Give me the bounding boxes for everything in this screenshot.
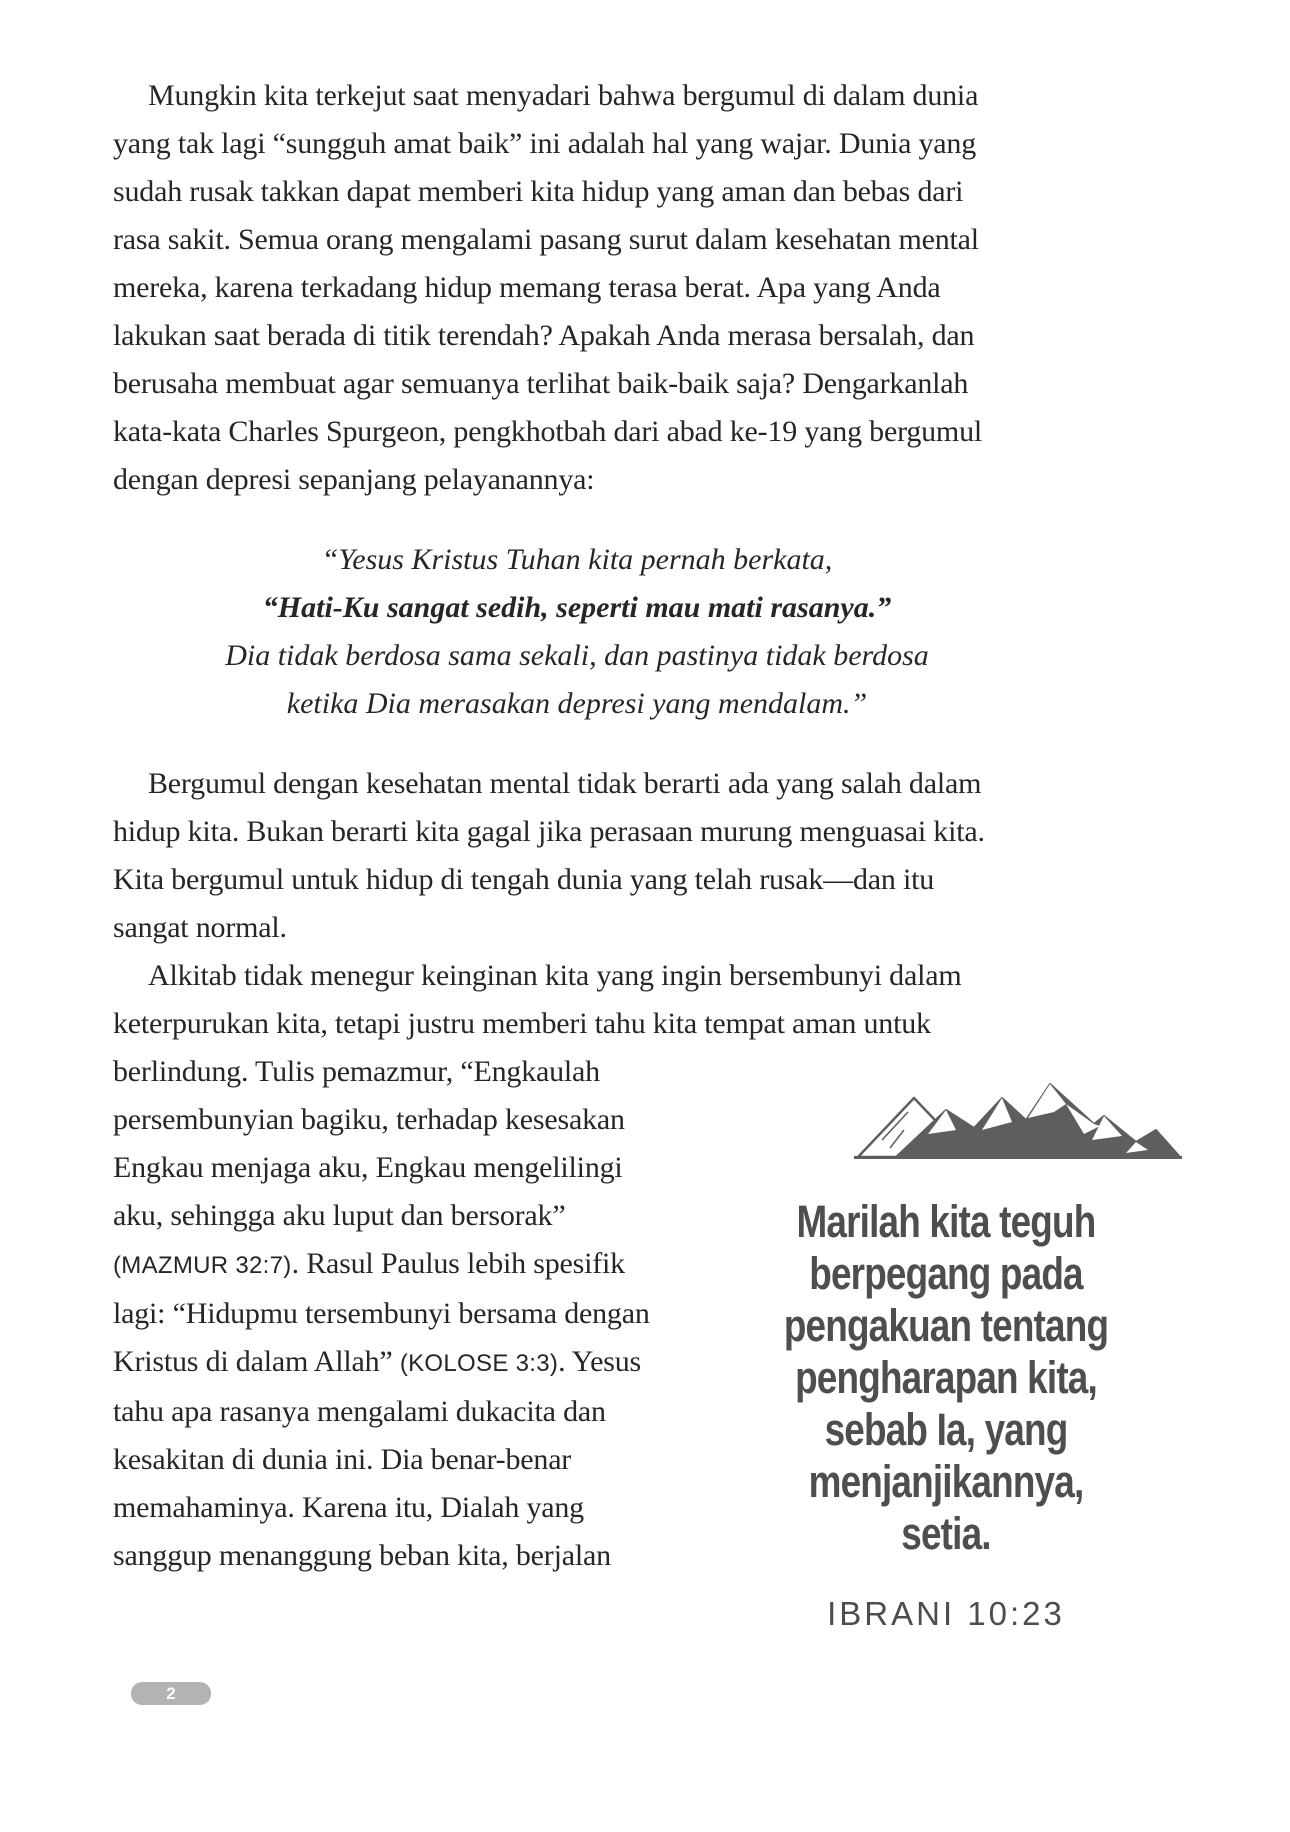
page-content xyxy=(113,72,1109,1705)
scripture-ref-mazmur: (MAZMUR 32:7) xyxy=(113,1252,292,1279)
paragraph-1: Mungkin kita terkejut saat menyadari bahwa bergumul di dalam dunia yang tak lagi “sungguh amat baik” ini adalah hal yang wajar. Dunia yang sudah rusak takkan dapat memberi kita hidup yang aman dan bebas dari rasa sakit. Semua orang mengalami pasang surut dalam kesehatan mental mereka, karena terkadang hidup memang terasa berat. Apa yang Anda lakukan saat berada di titik terendah? Apakah Anda merasa bersalah, dan berusaha membuat agar semuanya terlihat baik-baik saja? Dengarkanlah kata-kata Charles Spurgeon, pengkhotbah dari abad ke-19 yang bergumul dengan depresi sepanjang pelayanannya: xyxy=(113,79,983,496)
pullquote-line-7: setia. xyxy=(901,1508,991,1559)
verse-pullquote xyxy=(700,1052,1192,1638)
paragraph-3-text-c: . Rasul Paulus lebih spesifik lagi: “Hidupmu tersembunyi bersama dengan Kristus di dalam Allah” xyxy=(113,1247,650,1378)
quote-line-1: “Yesus Kristus Tuhan kita pernah berkata, xyxy=(321,543,833,576)
spurgeon-quote xyxy=(155,536,999,728)
scripture-ref-kolose: (KOLOSE 3:3) xyxy=(399,1350,559,1377)
page-footer xyxy=(113,1638,999,1705)
paragraph-3-text-d: . Yesus tahu apa rasanya mengalami dukacita dan kesakitan di dunia ini. Dia benar-benar memahaminya. Karena itu, Dialah yang sanggup menanggung beban kita, berjalan xyxy=(113,1345,641,1572)
paragraph-3 xyxy=(113,952,1109,1632)
mountains-icon xyxy=(850,1078,1186,1162)
pullquote-line-1: Marilah kita teguh xyxy=(796,1196,1096,1247)
pullquote-line-5: sebab Ia, yang xyxy=(824,1404,1068,1455)
paragraph-3-text-a: Alkitab tidak menegur keinginan kita yang ingin bersembunyi dalam keterpurukan kita, tetapi justru memberi tahu kita tempat xyxy=(113,959,962,1040)
pullquote-line-4: pengharapan kita, xyxy=(795,1352,1097,1403)
verse-reference: IBRANI 10:23 xyxy=(827,1595,1065,1632)
quote-line-4: ketika Dia merasakan depresi yang mendalam.” xyxy=(286,687,868,720)
paragraph-2: Bergumul dengan kesehatan mental tidak berarti ada yang salah dalam hidup kita. Bukan berarti kita gagal jika perasaan murung menguasai kita. Kita bergumul untuk hidup di tengah dunia yang telah rusak—dan itu sangat normal. xyxy=(113,767,985,944)
pullquote-text xyxy=(700,1196,1192,1560)
pullquote-line-3: pengakuan tentang xyxy=(783,1300,1109,1351)
paragraph-3-text-b: aman untuk berlindung. Tulis pemazmur, “Engkaulah persembunyian bagiku, terhadap kesesakan Engkau menjaga aku, Engkau mengelilingi aku, sehingga aku luput dan bersorak” xyxy=(113,1007,931,1232)
quote-line-2: “Hati-Ku sangat sedih, seperti mau mati rasanya.” xyxy=(262,591,892,624)
pullquote-line-2: berpegang pada xyxy=(809,1248,1083,1299)
quote-line-3: Dia tidak berdosa sama sekali, dan pastinya tidak berdosa xyxy=(225,639,929,672)
pullquote-line-6: menjanjikannya, xyxy=(808,1456,1084,1507)
page-number-badge: 2 xyxy=(131,1682,211,1705)
